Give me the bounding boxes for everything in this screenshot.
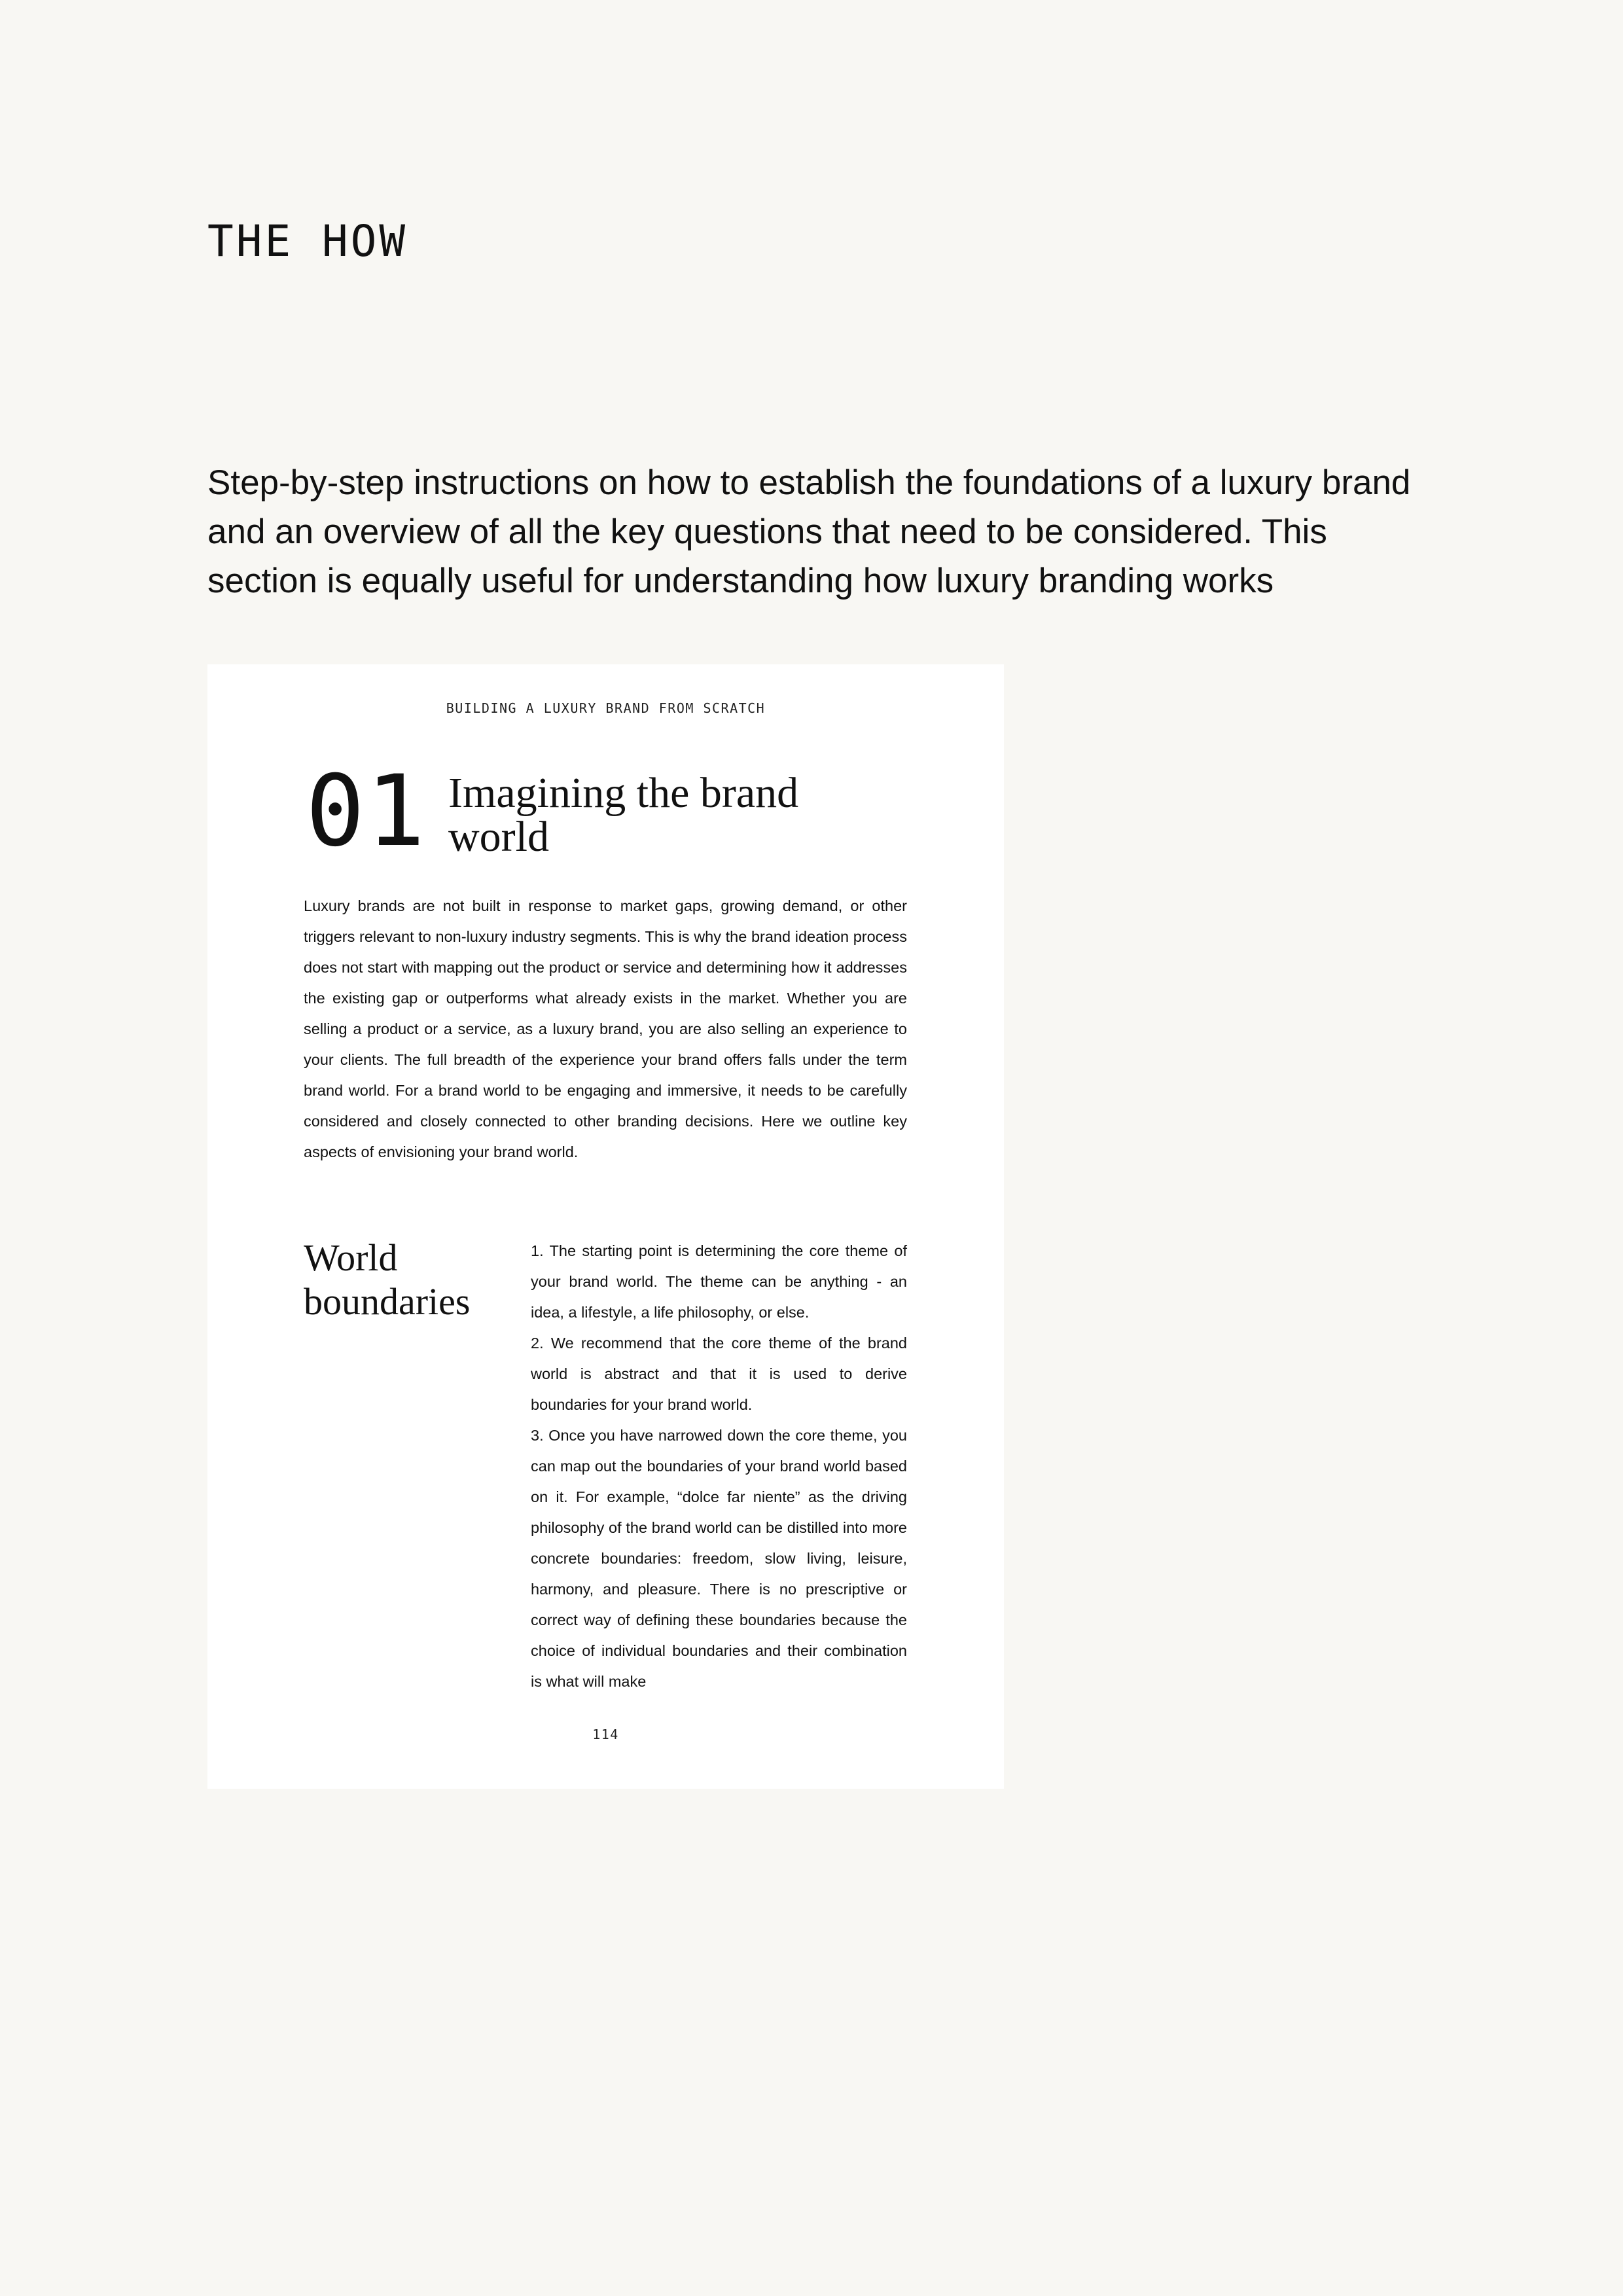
section-intro: Step-by-step instructions on how to establish the foundations of a luxury brand and an overview of all the key questions that need to be considered. This section is equally useful for understanding how luxury branding works <box>207 463 1411 600</box>
subsection-list <box>531 1236 907 1697</box>
chapter-title: Imagining the brand world <box>448 769 799 861</box>
chapter-number: 01 <box>306 755 427 869</box>
running-head: BUILDING A LUXURY BRAND FROM SCRATCH <box>446 700 766 716</box>
list-item: 3. Once you have narrowed down the core theme, you can map out the boundaries of your brand world based on it. For example, “dolce far niente” as the driving philosophy of the brand world can be distilled into more concrete boundaries: freedom, slow living, leisure, harmony, and pleasure. There is no prescriptive or correct way of defining these boundaries because the choice of individual boundaries and their combination is what will make <box>531 1427 907 1690</box>
page-number: 114 <box>592 1727 619 1742</box>
subsection-title: World boundaries <box>304 1236 471 1323</box>
section-title: THE HOW <box>207 216 408 266</box>
chapter-body: Luxury brands are not built in response to market gaps, growing demand, or other triggers relevant to non-luxury industry segments. This is why the brand ideation process does not start with mapping out the product or service and determining how it addresses the existing gap or outperforms what already exists in the market. Whether you are selling a product or a service, as a luxury brand, you are also selling an experience to your clients. The full breadth of the experience your brand offers falls under the term brand world. For a brand world to be engaging and immersive, it needs to be carefully considered and closely connected to other branding decisions. Here we outline key aspects of envisioning your brand world. <box>304 897 907 1160</box>
page-preview <box>207 664 1004 1789</box>
list-item: 1. The starting point is determining the core theme of your brand world. The theme can be anything - an idea, a lifestyle, a life philosophy, or else. <box>531 1242 907 1321</box>
list-item: 2. We recommend that the core theme of the brand world is abstract and that it is used to derive boundaries for your brand world. <box>531 1335 907 1413</box>
